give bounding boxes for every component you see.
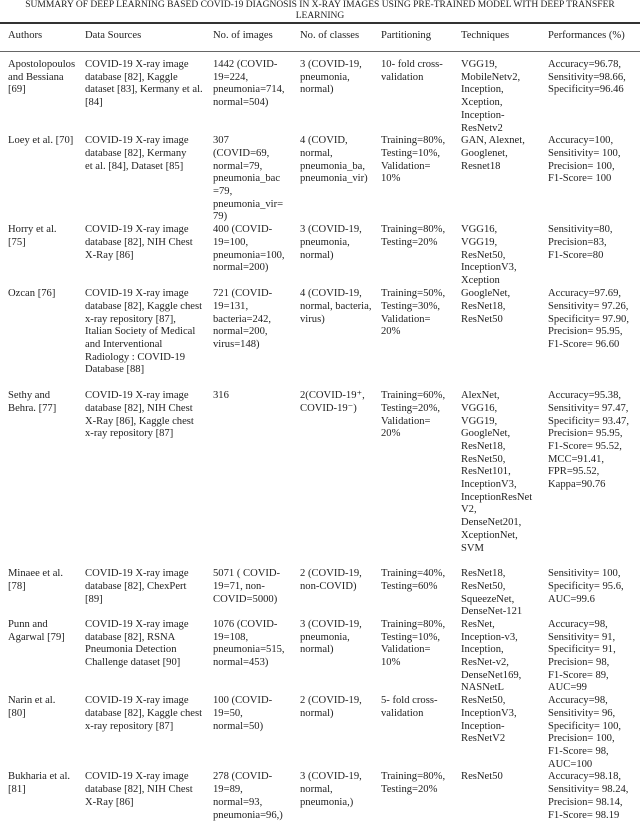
cell-authors: Horry et al. [75] [8, 224, 57, 248]
cell-images: 307 (COVID=69, normal=79, pneumonia_bac =79, pneumonia_vir= 79) [213, 135, 284, 223]
cell-techniques: ResNet, Inception-v3, Inception, ResNet-v2, DenseNet169, NASNetL [461, 618, 522, 694]
cell-classes: 4 (COVID-19, normal, bacteria, virus) [300, 288, 372, 325]
cell-authors: Narin et al. [80] [8, 695, 56, 719]
cell-data-sources: COVID-19 X-ray image database [82], Kaggle dataset [83], Kermany et al. [84] [85, 59, 203, 109]
cell-images: 278 (COVID- 19=89, normal=93, pneumonia=96,) [213, 771, 283, 821]
cell-images: 721 (COVID- 19=131, bacteria=242, normal=200, virus=148) [213, 288, 273, 350]
cell-data-sources: COVID-19 X-ray image database [82], NIH Chest X-Ray [86] [85, 224, 193, 261]
cell-images: 316 [213, 390, 229, 402]
cell-authors: Apostolopoulos and Bessiana [69] [8, 59, 76, 96]
cell-partitioning: Training=40%, Testing=60% [381, 568, 446, 592]
cell-images: 5071 ( COVID- 19=71, non- COVID=5000) [213, 568, 281, 605]
header-row [0, 30, 640, 51]
cell-images: 1076 (COVID- 19=108, pneumonia=515, normal=453) [213, 618, 285, 669]
cell-performances: Accuracy=98, Sensitivity= 91, Specificity= 91, Precision= 98, F1-Score= 89, AUC=99 [548, 618, 616, 694]
header-images: No. of images [213, 30, 273, 41]
cell-performances: Accuracy=95.38, Sensitivity= 97.47, Specificity= 93.47, Precision= 95.95, F1-Score= 95.52, MCC=91.41, FPR=95.52, Kappa=90.76 [548, 390, 629, 491]
cell-images: 100 (COVID- 19=50, normal=50) [213, 695, 273, 732]
cell-data-sources: COVID-19 X-ray image database [82], Kermany et al. [84], Dataset [85] [85, 135, 189, 172]
cell-techniques: ResNet50, InceptionV3, Inception- ResNetV2 [461, 695, 517, 745]
table-caption: SUMMARY OF DEEP LEARNING BASED COVID-19 DIAGNOSIS IN X-RAY IMAGES USING PRE-TRAINED MODEL WITH DEEP TRANSFER LEARNING [25, 0, 615, 21]
cell-partitioning: Training=50%, Testing=30%, Validation= 20% [381, 288, 446, 338]
cell-authors: Loey et al. [70] [8, 135, 74, 147]
table-row [0, 771, 640, 837]
cell-techniques: ResNet18, ResNet50, SqueezeNet, DenseNet-121 [461, 568, 523, 618]
cell-performances: Sensitivity= 100, Specificity= 95.6, AUC=99.6 [548, 568, 624, 605]
table-row [0, 135, 640, 224]
cell-partitioning: Training=80%, Testing=20% [381, 771, 446, 796]
cell-images: 400 (COVID- 19=100, pneumonia=100, normal=200) [213, 224, 285, 274]
cell-techniques: GAN, Alexnet, Googlenet, Resnet18 [461, 135, 525, 172]
cell-partitioning: 10- fold cross- validation [381, 59, 443, 83]
cell-techniques: VGG19, MobileNetv2, Inception, Xception, Inception- ResNetv2 [461, 59, 521, 134]
cell-performances: Accuracy=98.18, Sensitivity= 98.24, Precision= 98.14, F1-Score= 98.19 [548, 771, 629, 821]
cell-classes: 3 (COVID-19, normal, pneumonia,) [300, 771, 362, 808]
cell-classes: 3 (COVID-19, pneumonia, normal) [300, 59, 362, 96]
cell-authors: Bukharia et al. [81] [8, 771, 71, 796]
cell-classes: 3 (COVID-19, pneumonia, normal) [300, 224, 362, 261]
header-authors: Authors [8, 30, 43, 41]
table-row [0, 390, 640, 568]
cell-partitioning: Training=80%, Testing=10%, Validation= 10% [381, 618, 446, 669]
cell-classes: 3 (COVID-19, pneumonia, normal) [300, 618, 362, 656]
cell-partitioning: Training=80%, Testing=20% [381, 224, 446, 248]
cell-techniques: AlexNet, VGG16, VGG19, GoogleNet, ResNet18, ResNet50, ResNet101, InceptionV3, InceptionResNet V2, DenseNet201, XceptionNet, SVM [461, 390, 533, 554]
cell-classes: 2 (COVID-19, non-COVID) [300, 568, 362, 592]
cell-data-sources: COVID-19 X-ray image database [82], ChexPert [89] [85, 568, 189, 605]
cell-techniques: ResNet50 [461, 771, 503, 783]
cell-authors: Punn and Agarwal [79] [8, 618, 65, 643]
cell-classes: 2(COVID-19⁺, COVID-19⁻) [300, 390, 365, 414]
table-row [0, 695, 640, 771]
header-performances: Performances (%) [548, 30, 625, 41]
header-classes: No. of classes [300, 30, 360, 41]
cell-performances: Sensitivity=80, Precision=83, F1-Score=80 [548, 224, 613, 261]
cell-data-sources: COVID-19 X-ray image database [82], NIH Chest X-Ray [86] [85, 771, 193, 808]
cell-images: 1442 (COVID- 19=224, pneumonia=714, normal=504) [213, 59, 285, 109]
cell-data-sources: COVID-19 X-ray image database [82], Kaggle chest x-ray repository [87], Italian Society of Medical and Interventional Radiology : COVID-19 Database [88] [85, 288, 203, 376]
cell-partitioning: 5- fold cross- validation [381, 695, 438, 719]
cell-data-sources: COVID-19 X-ray image database [82], Kaggle chest x-ray repository [87] [85, 695, 203, 732]
summary-table [0, 30, 640, 837]
cell-techniques: VGG16, VGG19, ResNet50, InceptionV3, Xception [461, 224, 517, 286]
cell-techniques: GoogleNet, ResNet18, ResNet50 [461, 288, 511, 325]
table-row [0, 619, 640, 695]
cell-partitioning: Training=60%, Testing=20%, Validation= 20% [381, 390, 446, 440]
header-techniques: Techniques [461, 30, 510, 41]
cell-classes: 4 (COVID, normal, pneumonia_ba, pneumonia_vir) [300, 135, 368, 185]
table-row [0, 568, 640, 619]
cell-performances: Accuracy=98, Sensitivity= 96, Specificity= 100, Precision= 100, F1-Score= 98, AUC=100 [548, 695, 622, 770]
cell-performances: Accuracy=97.69, Sensitivity= 97.26, Specificity= 97.90, Precision= 95.95, F1-Score= 96.60 [548, 288, 629, 350]
top-rule [0, 22, 640, 24]
table-row [0, 51, 640, 135]
cell-classes: 2 (COVID-19, normal) [300, 695, 362, 719]
cell-authors: Minaee et al. [78] [8, 568, 64, 592]
cell-authors: Ozcan [76] [8, 288, 56, 300]
cell-performances: Accuracy=96.78, Sensitivity=98.66, Specificity=96.46 [548, 59, 626, 96]
table-row [0, 288, 640, 390]
header-partitioning: Partitioning [381, 30, 432, 41]
cell-authors: Sethy and Behra. [77] [8, 390, 57, 414]
cell-performances: Accuracy=100, Sensitivity= 100, Precision= 100, F1-Score= 100 [548, 135, 621, 185]
cell-partitioning: Training=80%, Testing=10%, Validation= 10% [381, 135, 446, 185]
cell-data-sources: COVID-19 X-ray image database [82], NIH Chest X-Ray [86], Kaggle chest x-ray repository [87] [85, 390, 194, 440]
table-row [0, 224, 640, 288]
cell-data-sources: COVID-19 X-ray image database [82], RSNA Pneumonia Detection Challenge dataset [90] [85, 618, 189, 669]
header-data-sources: Data Sources [85, 30, 142, 41]
